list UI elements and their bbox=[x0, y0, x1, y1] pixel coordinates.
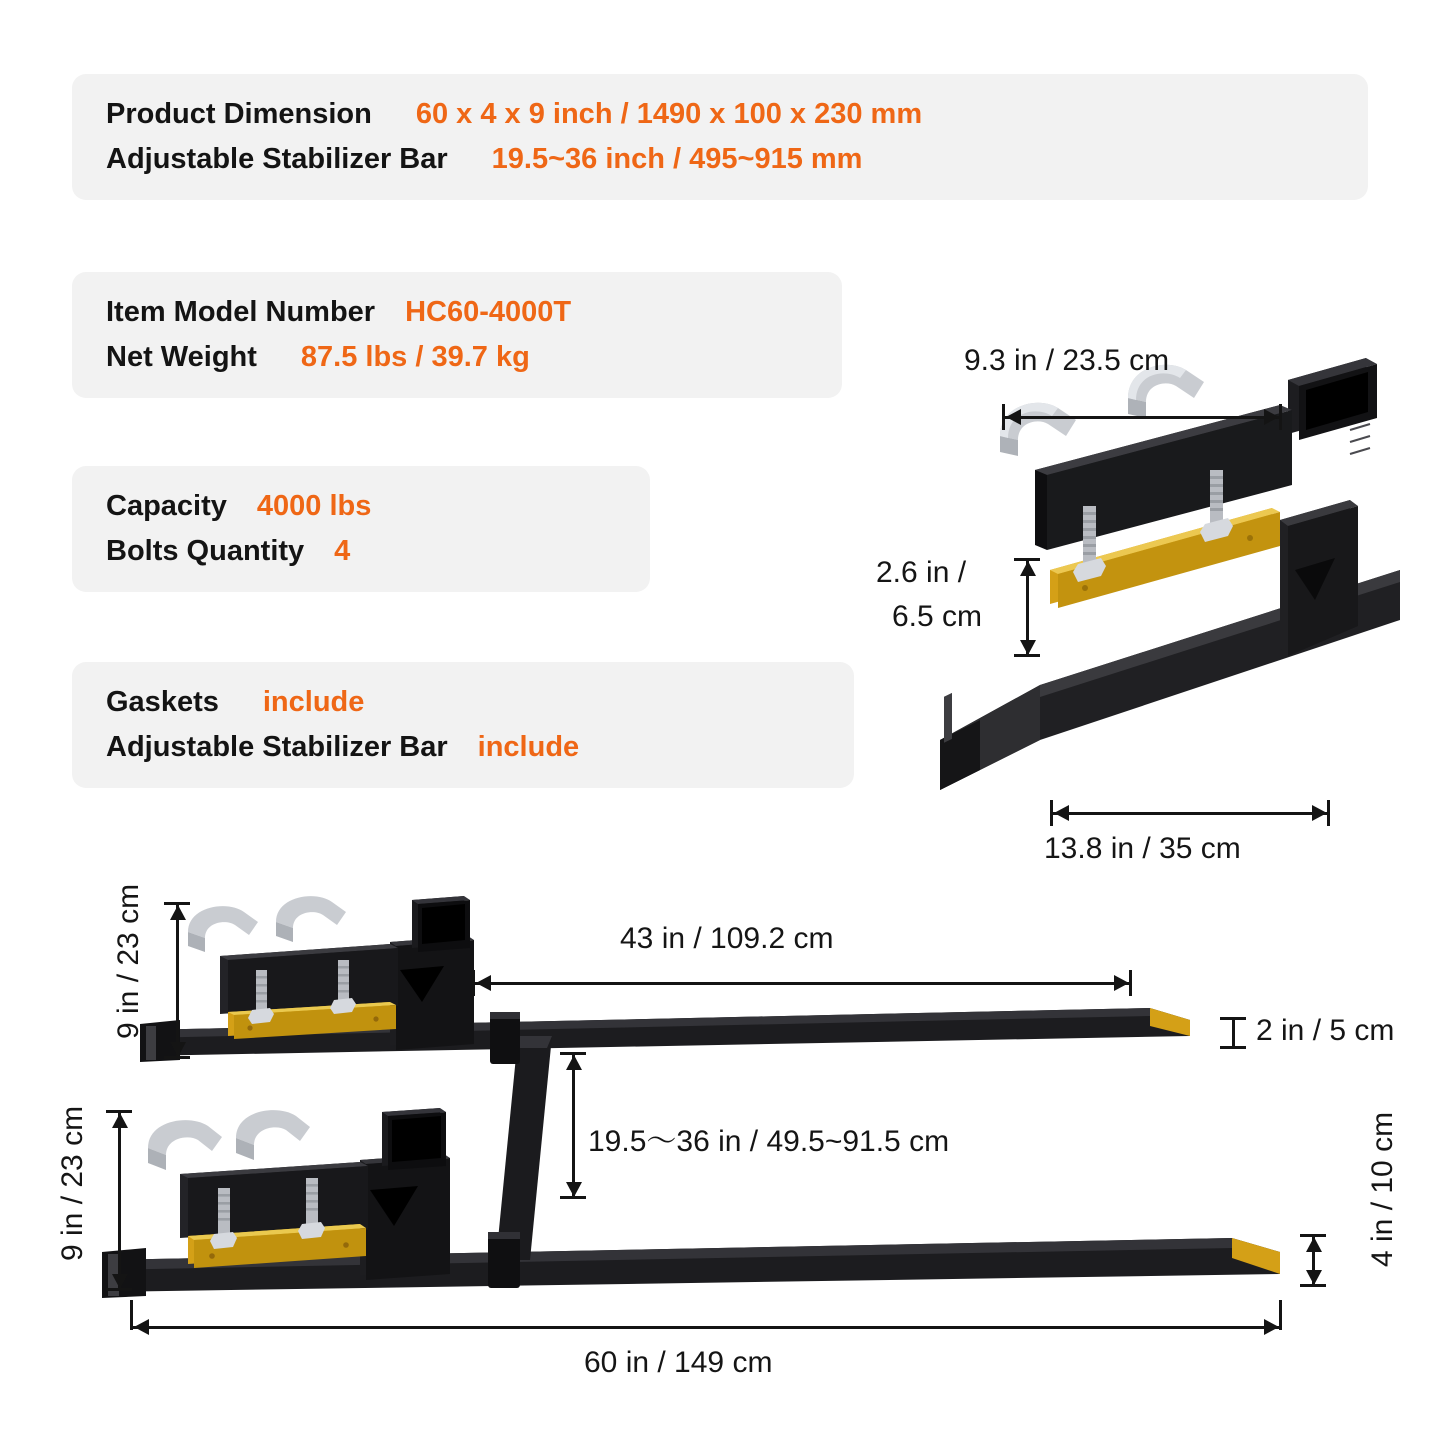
total-length-left-cap bbox=[130, 1300, 133, 1330]
detail-width-dimension-label: 9.3 in / 23.5 cm bbox=[964, 344, 1170, 377]
spec-row-net-weight bbox=[106, 335, 808, 380]
spec-label-capacity: Capacity bbox=[106, 490, 227, 522]
detail-width-right-arrow bbox=[1264, 409, 1279, 425]
detail-length-left-arrow bbox=[1054, 805, 1069, 821]
spec-card-model bbox=[72, 272, 842, 398]
detail-view-illustration bbox=[876, 320, 1440, 880]
spec-row-gaskets bbox=[106, 680, 820, 725]
detail-length-right-arrow bbox=[1312, 805, 1327, 821]
spec-card-dimensions bbox=[72, 74, 1368, 200]
spec-value-product-dimension: 60 x 4 x 9 inch / 1490 x 100 x 230 mm bbox=[415, 98, 923, 130]
detail-width-dimension-line bbox=[1002, 416, 1282, 419]
spec-value-gaskets: include bbox=[262, 686, 365, 718]
detail-height-top-arrow bbox=[1020, 561, 1036, 576]
detail-width-left-arrow bbox=[1006, 409, 1021, 425]
blade-thickness-label: 4 in / 10 cm bbox=[1366, 1111, 1399, 1267]
assembly-top-height-line bbox=[176, 902, 179, 1058]
detail-length-left-cap bbox=[1050, 800, 1053, 826]
total-length-right-cap bbox=[1279, 1300, 1282, 1330]
spec-row-stabilizer-bar-range bbox=[106, 137, 1334, 182]
assembly-top-height-up-arrow bbox=[170, 905, 186, 920]
assembly-fork-length-right-cap bbox=[1129, 970, 1132, 996]
assembly-fork-length-label: 43 in / 109.2 cm bbox=[620, 922, 834, 955]
spec-value-stabilizer-bar-include: include bbox=[477, 730, 580, 763]
spec-value-stabilizer-bar-range: 19.5~36 inch / 495~915 mm bbox=[491, 142, 863, 175]
detail-height-dimension-label: 2.6 in / bbox=[876, 556, 967, 589]
assembly-top-height-down-arrow bbox=[170, 1042, 186, 1057]
detail-width-right-cap bbox=[1279, 404, 1282, 430]
spec-card-gaskets bbox=[72, 662, 854, 788]
assembly-fork-length-left-arrow bbox=[476, 975, 491, 991]
spec-card-capacity bbox=[72, 466, 650, 592]
spec-value-capacity: 4000 lbs bbox=[256, 490, 372, 522]
assembly-bottom-height-label: 9 in / 23 cm bbox=[56, 1105, 89, 1261]
detail-width-left-cap bbox=[1002, 404, 1005, 430]
stabilizer-spacing-label: 19.5～36 in / 49.5~91.5 cm bbox=[588, 1125, 950, 1158]
stabilizer-spacing-line bbox=[572, 1052, 575, 1198]
spec-row-product-dimension bbox=[106, 92, 1334, 137]
spec-label-model-number: Item Model Number bbox=[106, 296, 376, 328]
detail-length-right-cap bbox=[1327, 800, 1330, 826]
detail-height-dimension-label-2: 6.5 cm bbox=[892, 600, 983, 633]
stabilizer-spacing-down-arrow bbox=[566, 1182, 582, 1197]
spec-row-stabilizer-bar-include bbox=[106, 725, 820, 770]
assembly-view-illustration bbox=[56, 860, 1440, 1420]
assembly-fork-length-left-cap bbox=[472, 970, 475, 996]
spec-row-capacity bbox=[106, 484, 616, 529]
total-length-left-arrow bbox=[134, 1319, 149, 1335]
tip-thickness-line bbox=[1232, 1017, 1235, 1048]
detail-length-dimension-label: 13.8 in / 35 cm bbox=[1044, 832, 1241, 865]
tip-thickness-label: 2 in / 5 cm bbox=[1256, 1014, 1395, 1047]
spec-row-model-number bbox=[106, 290, 808, 335]
spec-value-net-weight: 87.5 lbs / 39.7 kg bbox=[300, 340, 530, 373]
assembly-bottom-height-line bbox=[118, 1110, 121, 1290]
assembly-bottom-height-up-arrow bbox=[112, 1113, 128, 1128]
spec-label-gaskets: Gaskets bbox=[106, 686, 219, 718]
blade-thickness-up-arrow bbox=[1306, 1237, 1322, 1252]
spec-row-bolts-quantity bbox=[106, 529, 616, 574]
detail-length-dimension-line bbox=[1050, 812, 1330, 815]
assembly-top-height-label: 9 in / 23 cm bbox=[112, 883, 145, 1039]
spec-value-model-number: HC60-4000T bbox=[405, 296, 572, 328]
spec-label-product-dimension: Product Dimension bbox=[106, 98, 372, 130]
spec-label-bolts-quantity: Bolts Quantity bbox=[106, 534, 305, 567]
spec-value-bolts-quantity: 4 bbox=[334, 534, 351, 567]
assembly-fork-length-line bbox=[472, 982, 1132, 985]
assembly-fork-length-right-arrow bbox=[1114, 975, 1129, 991]
blade-thickness-down-arrow bbox=[1306, 1270, 1322, 1285]
spec-label-stabilizer-bar-include: Adjustable Stabilizer Bar bbox=[106, 730, 448, 763]
total-length-right-arrow bbox=[1264, 1319, 1279, 1335]
total-length-label: 60 in / 149 cm bbox=[584, 1346, 773, 1379]
spec-label-net-weight: Net Weight bbox=[106, 340, 257, 373]
assembly-bottom-height-down-arrow bbox=[112, 1274, 128, 1289]
detail-height-bottom-arrow bbox=[1020, 640, 1036, 655]
spec-label-stabilizer-bar-range: Adjustable Stabilizer Bar bbox=[106, 142, 448, 175]
total-length-line bbox=[130, 1326, 1282, 1329]
stabilizer-spacing-up-arrow bbox=[566, 1055, 582, 1070]
